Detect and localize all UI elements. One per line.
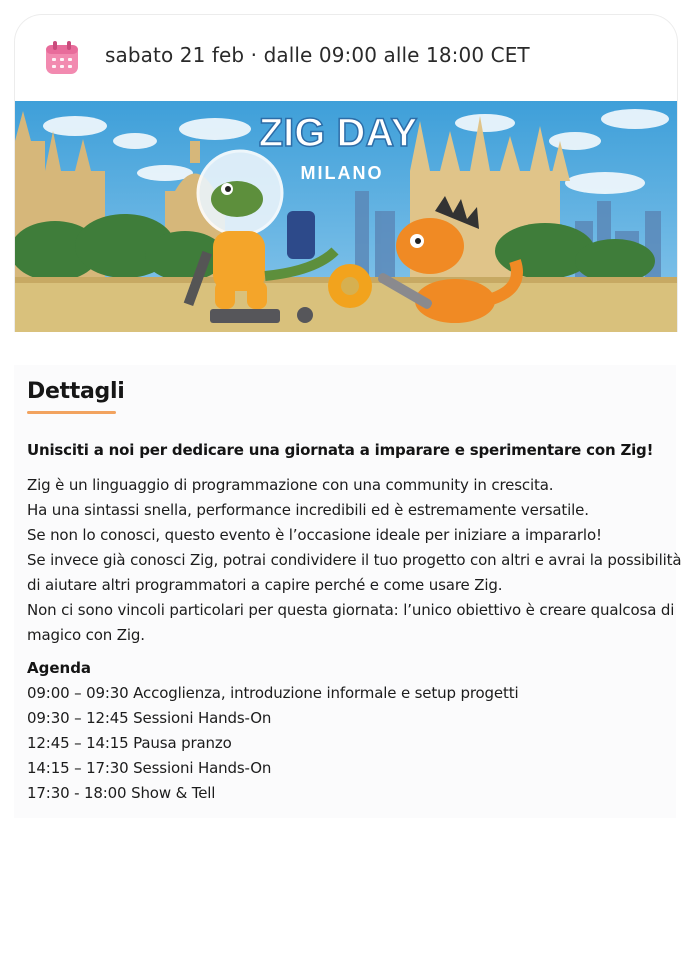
agenda-item: 14:15 – 17:30 Sessioni Hands-On [27,759,272,777]
agenda-list [27,681,672,806]
details-heading: Dettagli [27,379,125,404]
calendar-icon [44,40,80,76]
details-section [14,365,682,818]
description-line: Zig è un linguaggio di programmazione con una community in crescita. [27,476,554,494]
agenda-item: 09:00 – 09:30 Accoglienza, introduzione informale e setup progetti [27,684,519,702]
description-line: Se invece già conosci Zig, potrai condividere il tuo progetto con altri e avrai la possibilità [27,551,682,569]
details-lead: Unisciti a noi per dedicare una giornata a imparare e sperimentare con Zig! [27,441,654,459]
description-line: Se non lo conosci, questo evento è l’occasione ideale per iniziare a impararlo! [27,526,602,544]
agenda-item: 09:30 – 12:45 Sessioni Hands-On [27,709,272,727]
event-banner-image [15,101,677,332]
agenda-item: 12:45 – 14:15 Pausa pranzo [27,734,232,752]
agenda-heading: Agenda [27,659,92,677]
description-line: Ha una sintassi snella, performance incredibili ed è estremamente versatile. [27,501,589,519]
event-card [14,14,678,332]
agenda-item: 17:30 - 18:00 Show & Tell [27,784,216,802]
description-line: Non ci sono vincoli particolari per questa giornata: l’unico obiettivo è creare qualcosa di [27,601,675,619]
description-line: di aiutare altri programmatori a capire perché e come usare Zig. [27,576,503,594]
heading-underline [27,411,116,414]
banner-title: ZIG DAY [258,111,418,155]
event-date-row [15,15,677,101]
banner-subtitle: MILANO [300,163,384,183]
description-line: magico con Zig. [27,626,145,644]
details-description [27,473,682,648]
event-date-time: sabato 21 feb · dalle 09:00 alle 18:00 CET [105,43,530,67]
